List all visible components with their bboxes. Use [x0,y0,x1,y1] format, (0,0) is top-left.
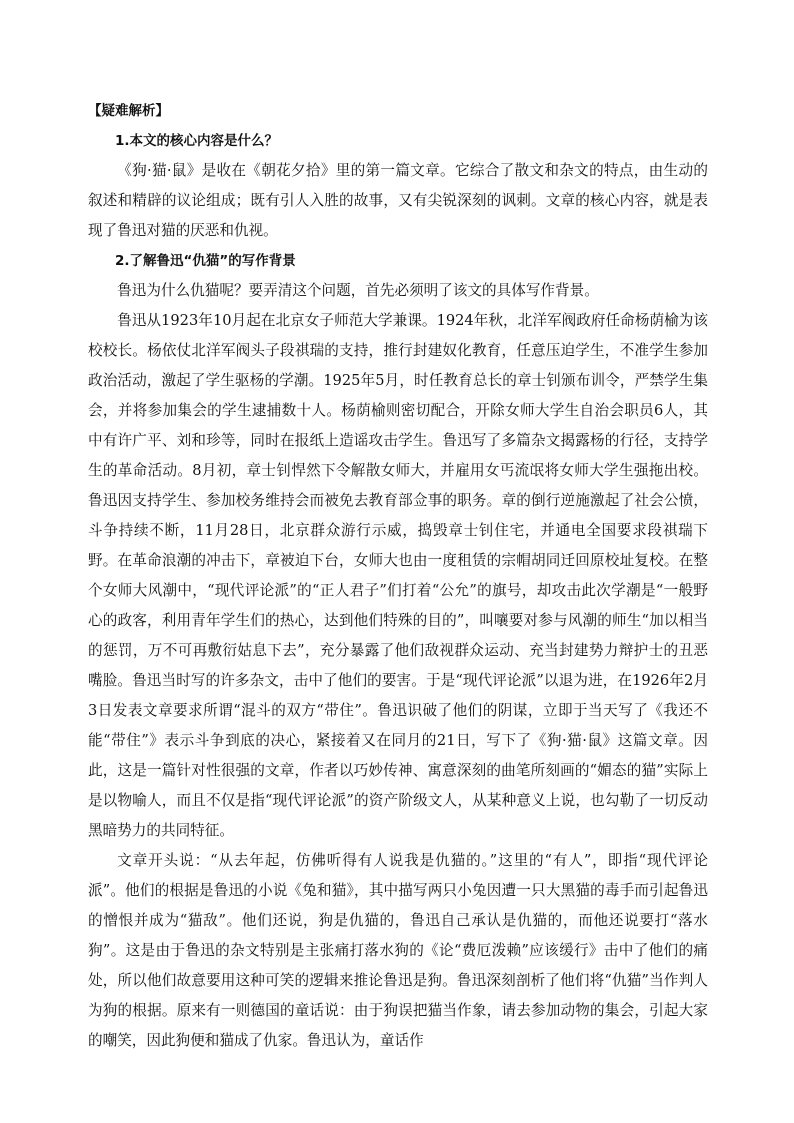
section-label: 【疑难解析】 [88,103,169,119]
body-paragraph: 鲁迅从1923年10月起在北京女子师范大学兼课。1924年秋，北洋军阀政府任命杨荫榆为该校校长。杨依仗北洋军阀头子段祺瑞的支持，推行封建奴化教育，任意压迫学生，不准学生参加政治活动，激起了学生驱杨的学潮。1925年5月，时任教育总长的章士钊颁布训令，严禁学生集会，并将参加集会的学生逮捕数十人。杨荫榆则密切配合，开除女师大学生自治会职员6人，其中有许广平、刘和珍等，同时在报纸上造谣攻击学生。鲁迅写了多篇杂文揭露杨的行径，支持学生的革命活动。8月初，章士钊悍然下令解散女师大，并雇用女丐流氓将女师大学生强拖出校。鲁迅因支持学生、参加校务维持会而被免去教育部佥事的职务。章的倒行逆施激起了社会公愤，斗争持续不断，11月28日，北京群众游行示威，捣毁章士钊住宅，并通电全国要求段祺瑞下野。在革命浪潮的冲击下，章被迫下台，女师大也由一度租赁的宗帽胡同迁回原校址复校。在整个女师大风潮中，“现代评论派”的“正人君子”们打着“公允”的旗号，却攻击此次学潮是“一般野心的政客，利用青年学生们的热心，达到他们特殊的目的”，叫嚷要对参与风潮的师生“加以相当的惩罚，万不可再敷衍姑息下去”，充分暴露了他们敌视群众运动、充当封建势力辩护士的丑恶嘴脸。鲁迅当时写的许多杂文，击中了他们的要害。于是“现代评论派”以退为进，在1926年2月3日发表文章要求所谓“混斗的双方“带住”。鲁迅识破了他们的阴谋，立即于当天写了《我还不能“带住”》表示斗争到底的决心，紧接着又在同月的21日，写下了《狗·猫·鼠》这篇文章。因此，这是一篇针对性很强的文章，作者以巧妙传神、寓意深刻的曲笔所刻画的“媚态的猫”实际上是以物喻人，而且不仅是指“现代评论派”的资产阶级文人，从某种意义上说，也勾勒了一切反动黑暗势力的共同特征。 [88,312,708,839]
question-2-title: 2.了解鲁迅“仇猫”的写作背景 [115,253,296,269]
body-paragraph: 鲁迅为什么仇猫呢？要弄清这个问题，首先必须明了该文的具体写作背景。 [117,282,599,299]
question-1-answer: 《狗·猫·鼠》是收在《朝花夕拾》里的第一篇文章。它综合了散文和杂文的特点，由生动的叙述和精辟的议论组成；既有引人入胜的故事，又有尖锐深刻的讽刺。文章的核心内容，就是表现了鲁迅对猫的厌恶和仇视。 [88,162,708,239]
body-paragraph: 文章开头说：“从去年起，仿佛听得有人说我是仇猫的。”这里的“有人”，即指“现代评论派”。他们的根据是鲁迅的小说《兔和猫》，其中描写两只小兔因遭一只大黑猫的毒手而引起鲁迅的憎恨并成为“猫敌”。他们还说，狗是仇猫的，鲁迅自己承认是仇猫的，而他还说要打“落水狗”。这是由于鲁迅的杂文特别是主张痛打落水狗的《论“费厄泼赖”应该缓行》击中了他们的痛处，所以他们故意要用这种可笑的逻辑来推论鲁迅是狗。鲁迅深刻剖析了他们将“仇猫”当作判人为狗的根据。原来有一则德国的童话说：由于狗误把猫当作象，请去参加动物的集会，引起大家的嘲笑，因此狗便和猫成了仇家。鲁迅认为，童话作 [88,852,708,1049]
question-1-title: 1.本文的核心内容是什么？ [115,133,279,149]
document-page [88,96,708,1056]
